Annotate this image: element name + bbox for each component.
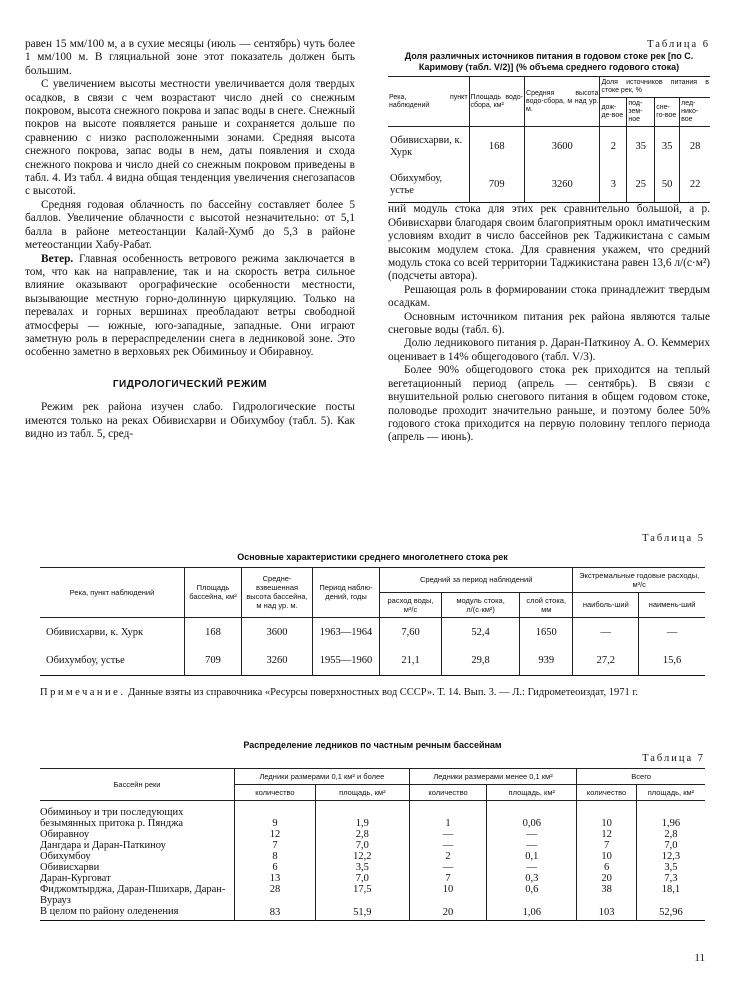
- cell-name: Обиравноу: [40, 828, 90, 840]
- cell: —: [487, 829, 577, 840]
- left-column: [25, 38, 355, 441]
- paragraph: Решающая роль в формировании стока принадлежит твердым осадкам.: [388, 283, 710, 310]
- cell: 7,0: [636, 840, 705, 851]
- cell: 17,5: [315, 884, 409, 906]
- th-height: Средняя высота водо-сбора, м над ур. м.: [525, 77, 600, 127]
- paragraph: Долю ледникового питания р. Даран-Паткиноу А. О. Кеммерих оценивает в 14% общегодового (табл. V/3).: [388, 337, 710, 363]
- cell: —: [639, 617, 705, 647]
- table-row: [40, 906, 705, 921]
- cell: 12: [235, 829, 316, 840]
- table-row: [40, 800, 705, 829]
- th-area: площадь, км²: [315, 784, 409, 800]
- cell: 7: [409, 873, 486, 884]
- table-row: [40, 647, 705, 675]
- table5-block: [40, 533, 705, 700]
- cell: 3600: [525, 127, 600, 167]
- th-count: количество: [577, 784, 637, 800]
- cell: 7,60: [380, 617, 442, 647]
- wind-lead: Ветер.: [41, 252, 74, 265]
- cell: 1,9: [315, 800, 409, 829]
- note-text: Данные взяты из справочника «Ресурсы поверхностных вод СССР». Т. 14. Вып. 3. — Л.: Гидрометеоиздат, 1971 г.: [125, 686, 639, 698]
- cell: —: [409, 840, 486, 851]
- cell-name: Обихумбоу, устье: [46, 655, 125, 667]
- cell: 3260: [525, 167, 600, 203]
- cell: 35: [627, 127, 655, 167]
- cell: —: [573, 617, 639, 647]
- table-row: [40, 873, 705, 884]
- paragraph: Средняя годовая облачность по бассейну составляет более 5 баллов. Увеличение облачности с высотой незначительно: от 5,1 балла в районе метеостанции Калай-Хумб до 5,3 в районе метеостанции Хабу-Рабат.: [25, 198, 355, 252]
- cell: 27,2: [573, 647, 639, 675]
- cell: 35: [655, 127, 680, 167]
- cell: 10: [577, 800, 637, 829]
- cell: 38: [577, 884, 637, 906]
- cell: 20: [409, 906, 486, 921]
- th-rain: дож-де-вое: [600, 98, 627, 127]
- cell: 12,2: [315, 851, 409, 862]
- cell: 168: [185, 617, 242, 647]
- paragraph: Более 90% общегодового стока рек приходится на теплый вегетационный период (апрель — сентябрь). В связи с внушительной ролью снегового питания в общем годовом стоке, половодье проходит значительно раньше, и поэтому более 50% годового стока приходится на первую половину теплого периода (апрель — июнь).: [388, 364, 710, 444]
- table-row: [40, 617, 705, 647]
- cell: 1,06: [487, 906, 577, 921]
- cell: 52,96: [636, 906, 705, 921]
- table7-title: Распределение ледников по частным речным бассейнам: [243, 740, 502, 750]
- cell: 709: [185, 647, 242, 675]
- cell: 7,0: [315, 840, 409, 851]
- cell: 10: [409, 884, 486, 906]
- th-min: наимень-ший: [639, 592, 705, 617]
- cell-name: Обиминьоу и три последующих безымянных притока р. Пянджа: [40, 806, 184, 829]
- th-extreme: Экстремальные годовые расходы, м³/с: [573, 567, 705, 592]
- th-count: количество: [409, 784, 486, 800]
- table6-label: Таблица 6: [647, 39, 710, 50]
- paragraph: Основным источником питания рек района являются талые снеговые воды (табл. 6).: [388, 310, 710, 337]
- cell: 15,6: [639, 647, 705, 675]
- cell: 7,0: [315, 873, 409, 884]
- cell: 52,4: [442, 617, 520, 647]
- table7-block: [40, 740, 705, 921]
- th-river: Река, пункт наблюдений: [388, 77, 469, 127]
- cell: 103: [577, 906, 637, 921]
- th-max: наиболь-ший: [573, 592, 639, 617]
- section-heading: ГИДРОЛОГИЧЕСКИЙ РЕЖИМ: [112, 378, 268, 390]
- cell: 28: [680, 127, 710, 167]
- th-area: Площадь бассейна, км²: [185, 567, 242, 617]
- cell: 1: [409, 800, 486, 829]
- cell: —: [487, 840, 577, 851]
- cell: 1963—1964: [313, 617, 380, 647]
- cell: 12: [577, 829, 637, 840]
- table5-title: Основные характеристики среднего многолетнего стока рек: [237, 552, 508, 562]
- cell-name: Даран-Курговат: [40, 872, 111, 884]
- table-row: [40, 851, 705, 862]
- cell: 6: [235, 862, 316, 873]
- th-basin: Бассейн реки: [40, 768, 235, 800]
- th-large: Ледники размерами 0,1 км² и более: [235, 768, 410, 784]
- page-number: 11: [694, 952, 705, 964]
- table-row: [388, 127, 710, 167]
- cell: 9: [235, 800, 316, 829]
- paragraph: Режим рек района изучен слабо. Гидрологические посты имеются только на реках Обивисхарви и Обихумбоу (табл. 5). Как видно из табл. 5, сред-: [25, 401, 355, 440]
- cell: —: [487, 862, 577, 873]
- cell: 51,9: [315, 906, 409, 921]
- th-count: количество: [235, 784, 316, 800]
- cell: 1955—1960: [313, 647, 380, 675]
- cell: 1650: [520, 617, 573, 647]
- cell: 168: [469, 127, 524, 167]
- cell-name: Дангдара и Даран-Паткиноу: [40, 839, 166, 851]
- paragraph: равен 15 мм/100 м, а в сухие месяцы (июль — сентябрь) чуть более 1 мм/100 м. В гляциальной зоне этот показатель должен быть большим.: [25, 38, 355, 77]
- cell: 29,8: [442, 647, 520, 675]
- th-small: Ледники размерами менее 0,1 км²: [409, 768, 576, 784]
- th-glacier: лед-нико-вое: [680, 98, 710, 127]
- paragraph: [25, 253, 355, 360]
- th-area: площадь, км²: [636, 784, 705, 800]
- table7-label: Таблица 7: [642, 752, 705, 764]
- th-layer: слой стока, мм: [520, 592, 573, 617]
- cell: 939: [520, 647, 573, 675]
- cell: 2: [600, 127, 627, 167]
- th-mean: Средний за период наблюдений: [380, 567, 573, 592]
- cell: 13: [235, 873, 316, 884]
- table-row: [40, 840, 705, 851]
- table7: [40, 768, 705, 921]
- cell: 18,1: [636, 884, 705, 906]
- cell: —: [409, 862, 486, 873]
- right-column: [388, 38, 710, 445]
- cell: 7,3: [636, 873, 705, 884]
- cell-name: В целом по району оледенения: [40, 905, 179, 917]
- cell: —: [409, 829, 486, 840]
- table-row: [40, 884, 705, 906]
- th-area: Площадь водо-сбора, км²: [469, 77, 524, 127]
- cell-name: Обивисхарви, к. Хурк: [46, 626, 144, 638]
- cell: 50: [655, 167, 680, 203]
- cell: 10: [577, 851, 637, 862]
- table6-title: Доля различных источников питания в годовом стоке рек [по С. Каримову (табл. V/2)] (% объема среднего годового стока): [404, 51, 694, 72]
- cell: 28: [235, 884, 316, 906]
- cell: 20: [577, 873, 637, 884]
- cell: 3600: [242, 617, 313, 647]
- cell: 2,8: [315, 829, 409, 840]
- cell: 83: [235, 906, 316, 921]
- cell: 1,96: [636, 800, 705, 829]
- cell: 0,1: [487, 851, 577, 862]
- cell: 21,1: [380, 647, 442, 675]
- cell-name: Обивисхарви: [40, 861, 100, 873]
- table-row: [40, 862, 705, 873]
- cell-name: Обихумбоу: [40, 850, 91, 862]
- cell: 7: [235, 840, 316, 851]
- th-ground: под-зем-ное: [627, 98, 655, 127]
- table5-label: Таблица 5: [642, 533, 705, 544]
- cell: 25: [627, 167, 655, 203]
- paragraph: ний модуль стока для этих рек сравнительно большой, а р. Обивисхарви благодаря своим благоприятным орокл иматическим условиям входит в число бассейнов рек Таджикистана с самым высоким модулем стока. Для сравнения укажем, что средний модуль стока со всей территории Таджикистана равен 13,6 л/(с·м²) (подсчеты автора).: [388, 203, 710, 283]
- note-lead: Примечание.: [40, 686, 126, 698]
- cell: 0,6: [487, 884, 577, 906]
- cell: 0,06: [487, 800, 577, 829]
- th-discharge: расход воды, м³/с: [380, 592, 442, 617]
- cell: 7: [577, 840, 637, 851]
- th-share: Доля источников питания в стоке рек, %: [600, 77, 710, 98]
- th-river: Река, пункт наблюдений: [40, 567, 185, 617]
- cell: 8: [235, 851, 316, 862]
- cell-name: Обихумбоу, устье: [390, 172, 443, 196]
- th-total: Всего: [577, 768, 705, 784]
- cell: 2,8: [636, 829, 705, 840]
- th-module: модуль стока, л/(с·км²): [442, 592, 520, 617]
- cell: 3: [600, 167, 627, 203]
- cell: 3,5: [315, 862, 409, 873]
- table5: [40, 567, 705, 676]
- th-snow: сне-го-вое: [655, 98, 680, 127]
- cell: 22: [680, 167, 710, 203]
- cell: 3,5: [636, 862, 705, 873]
- th-area: площадь, км²: [487, 784, 577, 800]
- paragraph: С увеличением высоты местности увеличивается доля твердых осадков, в связи с чем возрастают число дней со снежным покровом, высота снежного покрова и запас воды в снеге. Снежный покров на высоте появляется раньше и сохраняется дольше по сравнению с низко расположенными зонами. Средняя высота снежного покрова, запас воды в нем, даты появления и схода снежного покрова и число дней со снежным покровом приведены в табл. 4. Из табл. 4 видна общая тенденция увеличения снегозапасов с высотой.: [25, 78, 355, 198]
- cell-name: Фиджомтырджа, Даран-Пшихарв, Даран-Вурауз: [40, 883, 226, 906]
- table5-note: [40, 686, 705, 700]
- cell: 3260: [242, 647, 313, 675]
- th-period: Период наблю-дений, годы: [313, 567, 380, 617]
- table-row: [40, 829, 705, 840]
- cell: 0,3: [487, 873, 577, 884]
- cell-name: Обивисхарви, к. Хурк: [390, 135, 463, 159]
- cell: 12,3: [636, 851, 705, 862]
- table6: [388, 76, 710, 203]
- cell: 2: [409, 851, 486, 862]
- th-height: Средне-взвешенная высота бассейна, м над ур. м.: [242, 567, 313, 617]
- cell: 709: [469, 167, 524, 203]
- table-row: [388, 167, 710, 203]
- cell: 6: [577, 862, 637, 873]
- wind-text: Главная особенность ветрового режима заключается в том, что как на направление, так и на скорость ветра сильное влияние оказывают орографические особенности местности, вызывающие местную горно-долинную циркуляцию. Только на перевалах и горных вершинах преобладают ветры свободной атмосферы — южные, юго-западные, западные. Они играют заметную роль в перераспределении снега в ледниковой зоне. Это особенно заметно в верховьях рек Обиминьоу и Обиравноу.: [25, 252, 355, 359]
